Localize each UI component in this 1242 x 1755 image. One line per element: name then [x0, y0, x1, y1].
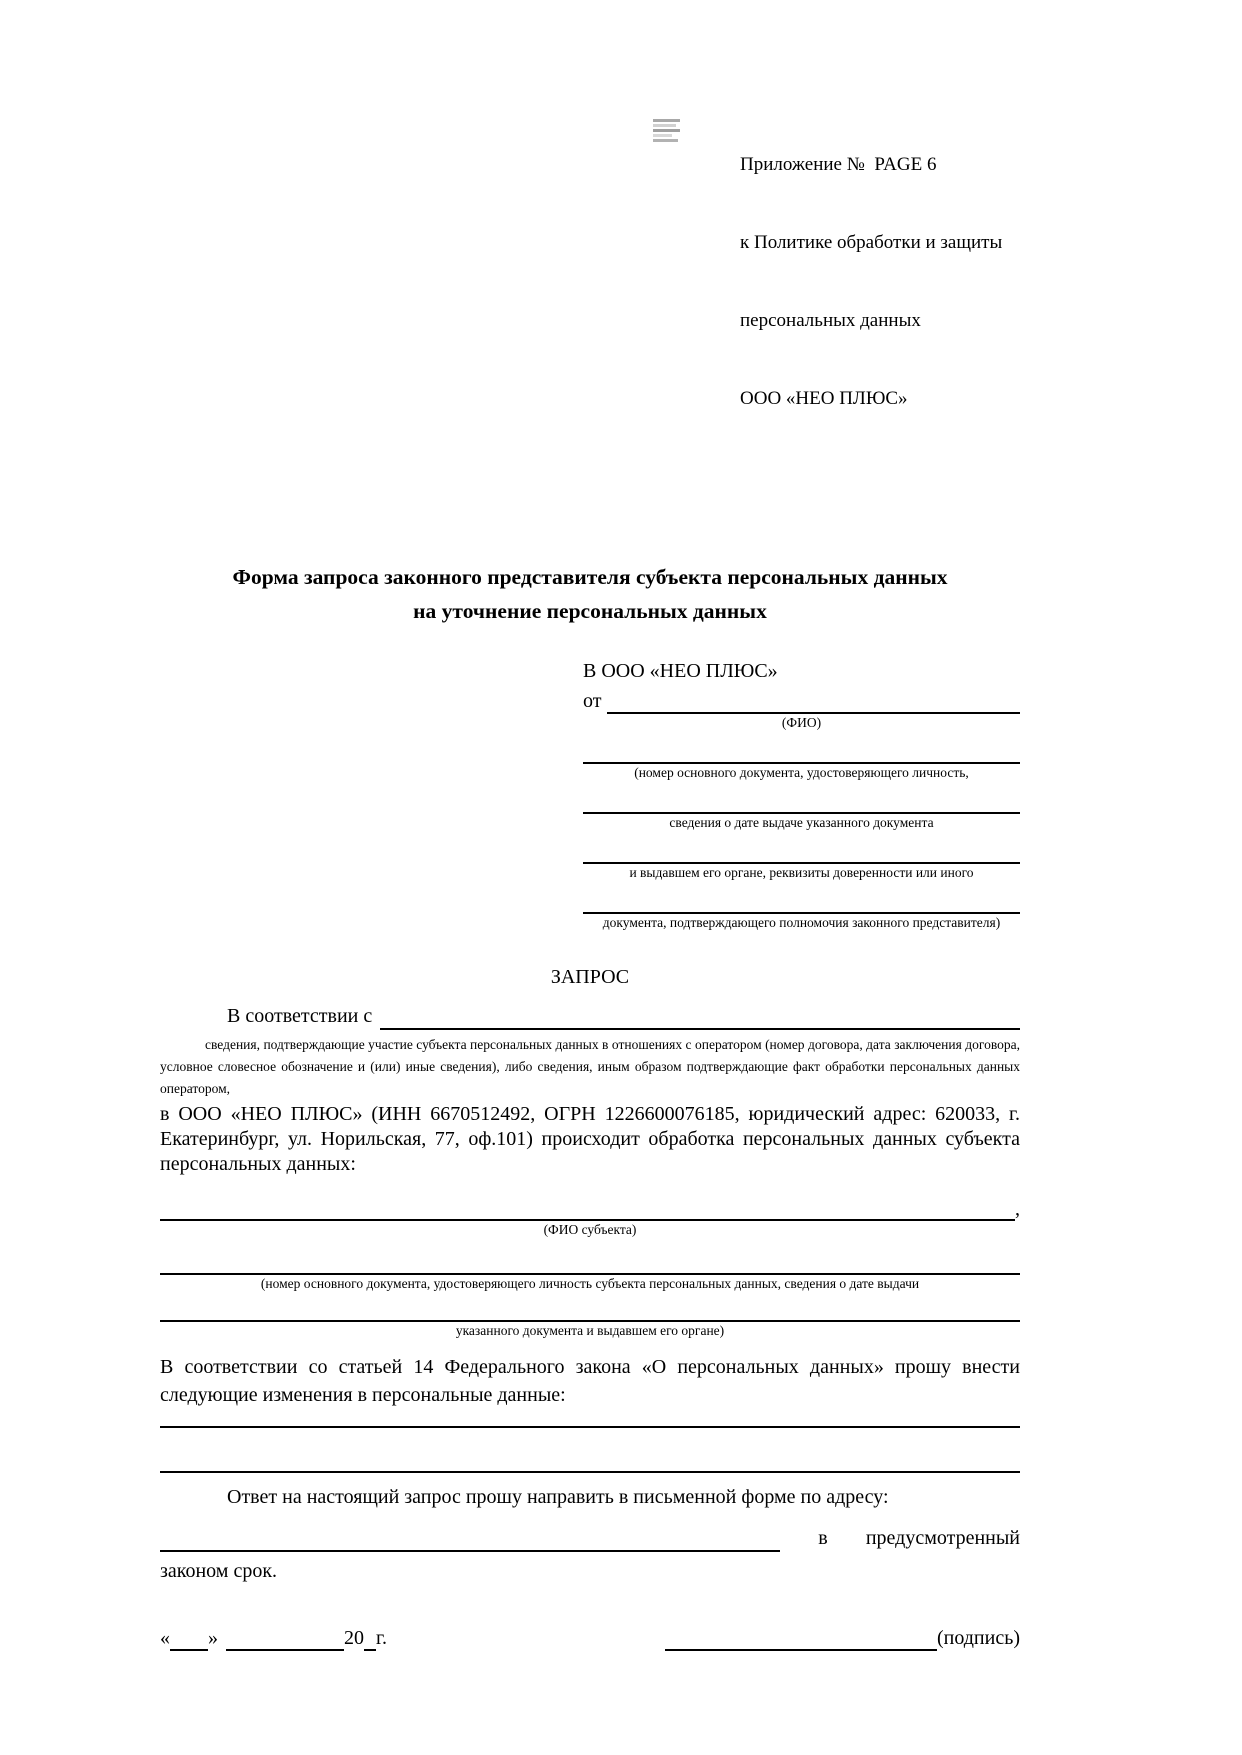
request-heading: ЗАПРОС	[550, 966, 630, 988]
address-blank-field	[160, 1526, 780, 1552]
operator-paragraph: в ООО «НЕО ПЛЮС» (ИНН 6670512492, ОГРН 1226600076185, юридический адрес: 620033, г. Екатеринбург, ул. Норильская, 77, оф.101) происходит обработка персональных данных субъекта персональных данных:	[160, 1103, 1020, 1175]
company-name: ООО «НЕО ПЛЮС»	[740, 388, 908, 409]
addressee-block	[583, 658, 1020, 932]
issue-date-caption: сведения о дате выдаче указанного документа	[669, 815, 934, 830]
subject-document-blank-field	[160, 1255, 1020, 1275]
document-content	[160, 0, 1020, 1651]
issuing-authority-caption: и выдавшем его органе, реквизиты доверенности или иного	[629, 865, 974, 880]
date-year-blank-field	[364, 1627, 376, 1651]
authority-document-caption: документа, подтверждающего полномочия законного представителя)	[602, 915, 1001, 930]
from-label: от	[583, 690, 602, 712]
address-row	[160, 1525, 1020, 1552]
intro-label: В соответствии с	[227, 1005, 373, 1027]
authority-document-blank-field	[583, 892, 1020, 914]
changes-blank-field-1	[160, 1426, 1020, 1428]
subject-document-caption-2: указанного документа и выдавшем его органе)	[455, 1323, 725, 1338]
intro-row	[160, 1003, 1020, 1030]
footer-row	[160, 1625, 1020, 1651]
appendix-number-line: Приложение № PAGE 6	[740, 154, 937, 175]
trailing-comma: ,	[1015, 1198, 1020, 1220]
date-line	[160, 1625, 387, 1651]
date-year-prefix: 20	[344, 1627, 364, 1649]
addressee-company: В ООО «НЕО ПЛЮС»	[583, 660, 778, 682]
from-row	[583, 688, 1020, 714]
answer-paragraph: Ответ на настоящий запрос прошу направить в письменной форме по адресу:	[227, 1486, 889, 1508]
subject-fio-row	[160, 1195, 1020, 1221]
answer-tail-word-1: в	[818, 1527, 828, 1549]
subject-fio-caption: (ФИО субъекта)	[543, 1222, 637, 1237]
document-title-line-1: Форма запроса законного представителя субъекта персональных данных	[232, 565, 948, 589]
answer-tail-word-2: предусмотренный	[865, 1527, 1020, 1549]
subject-document-blank-field-2	[160, 1302, 1020, 1322]
appendix-header	[740, 100, 1040, 464]
changes-blank-field-2	[160, 1471, 1020, 1473]
document-title	[160, 560, 1020, 628]
authority-document-caption-wrap	[583, 914, 1020, 932]
signature-group	[665, 1625, 1020, 1651]
date-month-blank-field	[226, 1627, 344, 1651]
document-number-blank-field	[583, 742, 1020, 764]
subject-document-caption-1: (номер основного документа, удостоверяющего личность субъекта персональных данных, сведения о дате выдачи	[260, 1276, 920, 1291]
document-title-line-2: на уточнение персональных данных	[413, 599, 767, 623]
representative-name-blank-field	[607, 688, 1020, 714]
date-close-quote: »	[208, 1627, 218, 1649]
policy-reference-line-1: к Политике обработки и защиты	[740, 232, 1003, 253]
subject-fio-blank-field	[160, 1195, 1015, 1221]
article-14-paragraph: В соответствии со статьей 14 Федерального закона «О персональных данных» прошу внести следующие изменения в персональные данные:	[160, 1356, 1020, 1406]
policy-reference-line-2: персональных данных	[740, 310, 921, 331]
closing-line: законом срок.	[160, 1560, 278, 1582]
date-year-suffix: г.	[376, 1627, 387, 1649]
issuing-authority-blank-field	[583, 842, 1020, 864]
basis-footnote: сведения, подтверждающие участие субъекта персональных данных в отношениях с оператором (номер договора, дата заключения договора, условное словесное обозначение и (или) иные сведения), либо сведения, иным образом подтверждающие факт обработки персональных данных оператором,	[160, 1037, 1020, 1096]
issue-date-blank-field	[583, 792, 1020, 814]
signature-blank-field	[665, 1625, 937, 1651]
fio-caption: (ФИО)	[781, 715, 822, 730]
signature-caption: (подпись)	[936, 1627, 1020, 1649]
document-number-caption: (номер основного документа, удостоверяющего личность,	[634, 765, 969, 780]
date-open-quote: «	[160, 1627, 170, 1649]
date-day-blank-field	[170, 1627, 208, 1651]
basis-blank-field	[380, 1003, 1020, 1030]
